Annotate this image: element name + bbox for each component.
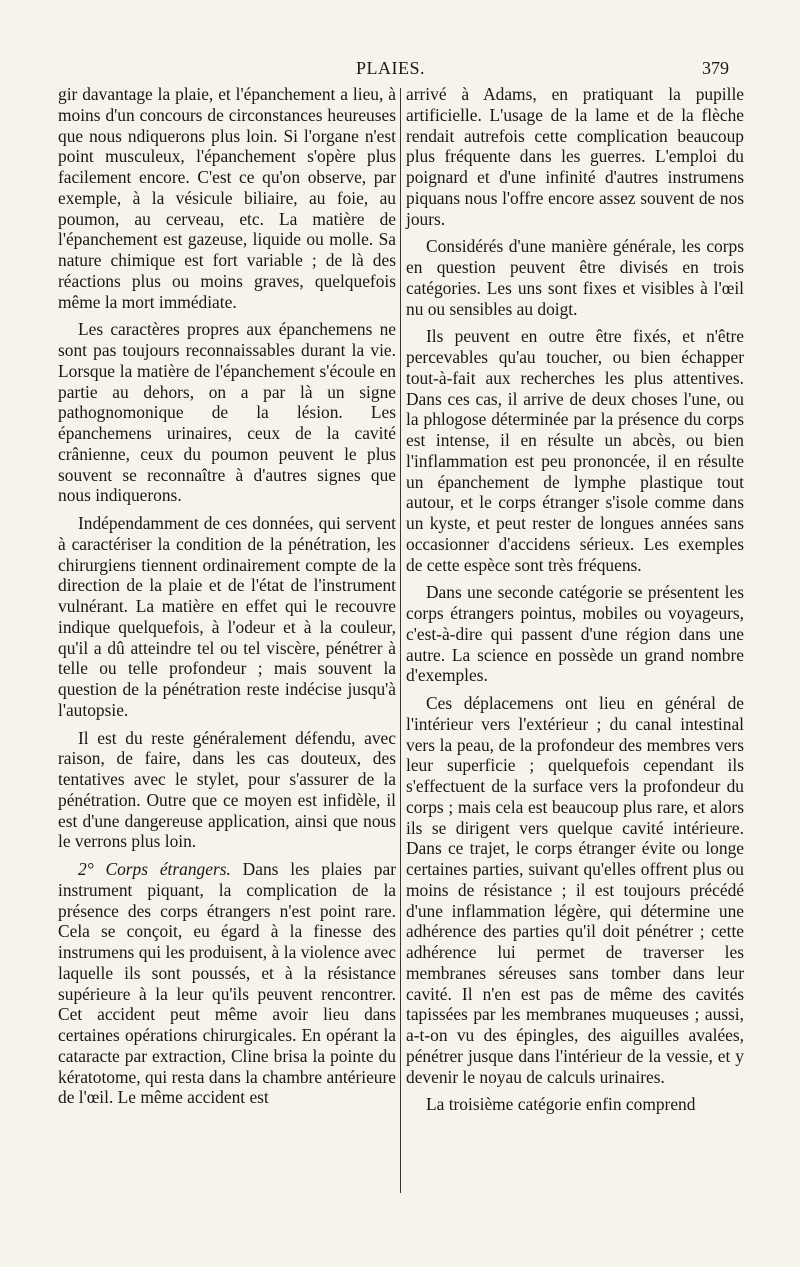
column-divider	[400, 88, 401, 1193]
paragraph: Dans une seconde catégorie se présentent les corps étrangers pointus, mobiles ou voyageurs, c'est-à-dire qui passent d'une région dans une autre. La science en possède un grand nombre d'exemples.	[406, 582, 744, 686]
right-column	[406, 84, 744, 1115]
section-paragraph	[58, 859, 396, 1108]
paragraph: arrivé à Adams, en pratiquant la pupille artificielle. L'usage de la lame et de la flèche rendait autrefois cette complication beaucoup plus fréquente dans les guerres. L'emploi du poignard et d'une infinité d'autres instrumens piquans nous l'offre encore assez souvent de nos jours.	[406, 84, 744, 229]
section-heading: 2° Corps étrangers.	[78, 859, 231, 879]
paragraph: La troisième catégorie enfin comprend	[426, 1094, 696, 1115]
section-text: Dans les plaies par instrument piquant, la complication de la présence des corps étrangers n'est point rare. Cela se conçoit, eu égard à la finesse des instrumens qui les produisent, à la violence avec laquelle ils sont poussés, et à la résistance supérieure à la leur qu'ils peuvent rencontrer. Cet accident peut même avoir lieu dans certaines opérations chirurgicales. En opérant la cataracte par extraction, Cline brisa la pointe du kératotome, qui resta dans la chambre antérieure de l'œil. Le même accident est	[58, 859, 396, 1108]
paragraph: Considérés d'une manière générale, les corps en question peuvent être divisés en trois catégories. Les uns sont fixes et visibles à l'œil nu ou sensibles au doigt.	[406, 236, 744, 319]
paragraph: Ces déplacemens ont lieu en général de l'intérieur vers l'extérieur ; du canal intestinal vers la peau, de la profondeur des membres vers leur superficie ; quelquefois cependant ils s'effectuent de la surface vers la profondeur du corps ; mais cela est beaucoup plus rare, et alors ils se dirigent vers quelque cavité intérieure. Dans ce trajet, le corps étranger évite ou longe certaines parties, suivant qu'elles offrent plus ou moins de résistance ; il est toujours précédé d'une inflammation légère, qui détermine une adhérence des parties qu'il doit pénétrer ; cette adhérence lui permet de traverser les membranes séreuses sans tomber dans leur cavité. Il n'en est pas de même des cavités tapissées par les membranes muqueuses ; aussi, a-t-on vu des épingles, des aiguilles avalées, pénétrer jusque dans l'intérieur de la vessie, et y devenir le noyau de calculs urinaires.	[406, 693, 744, 1087]
paragraph: Il est du reste généralement défendu, avec raison, de faire, dans les cas douteux, des tentatives avec le stylet, pour s'assurer de la pénétration. Outre que ce moyen est infidèle, il est d'une dangereuse application, ainsi que nous le verrons plus loin.	[58, 727, 396, 852]
paragraph: gir davantage la plaie, et l'épanchement a lieu, à moins d'un concours de circonstances heureuses que nous ndiquerons plus loin. Si l'organe n'est point musculeux, l'épanchement s'opère plus facilement encore. C'est ce qu'on observe, par exemple, à la vésicule biliaire, au foie, au poumon, au cerveau, etc. La matière de l'épanchement est gazeuse, liquide ou molle. Sa nature chimique est fort variable ; de là des réactions plus ou moins graves, quelquefois même la mort immédiate.	[58, 84, 396, 312]
paragraph: Ils peuvent en outre être fixés, et n'être percevables qu'au toucher, ou bien échapper tout-à-fait aux recherches les plus attentives. Dans ces cas, il arrive de deux choses l'une, ou la phlogose déterminée par la présence du corps est intense, il en résulte un abcès, ou bien l'inflammation est peu prononcée, il en résulte un épanchement de lymphe plastique tout autour, et le corps étranger s'isole comme dans un kyste, et peut rester de longues années sans occasionner d'accidens sérieux. Les exemples de cette espèce sont très fréquens.	[406, 326, 744, 575]
running-head	[0, 58, 800, 82]
paragraph: Indépendamment de ces données, qui servent à caractériser la condition de la pénétration, les chirurgiens tiennent ordinairement compte de la direction de la plaie et de l'état de l'instrument vulnérant. La matière en effet qui le recouvre indique quelquefois, à l'odeur et à la couleur, qu'il a dû atteindre tel ou tel viscère, pénétrer à telle ou telle profondeur ; mais souvent la question de la pénétration reste indécise jusqu'à l'autopsie.	[58, 513, 396, 720]
running-title: PLAIES.	[356, 58, 426, 78]
page-number: 379	[702, 58, 729, 78]
left-column	[58, 84, 396, 1108]
paragraph: Les caractères propres aux épanchemens ne sont pas toujours reconnaissables durant la vie. Lorsque la matière de l'épanchement s'écoule en partie au dehors, on a par là un signe pathognomonique de la lésion. Les épanchemens urinaires, ceux de la cavité crânienne, ceux du poumon peuvent le plus souvent se reconnaître à d'autres signes que nous indiquerons.	[58, 319, 396, 506]
